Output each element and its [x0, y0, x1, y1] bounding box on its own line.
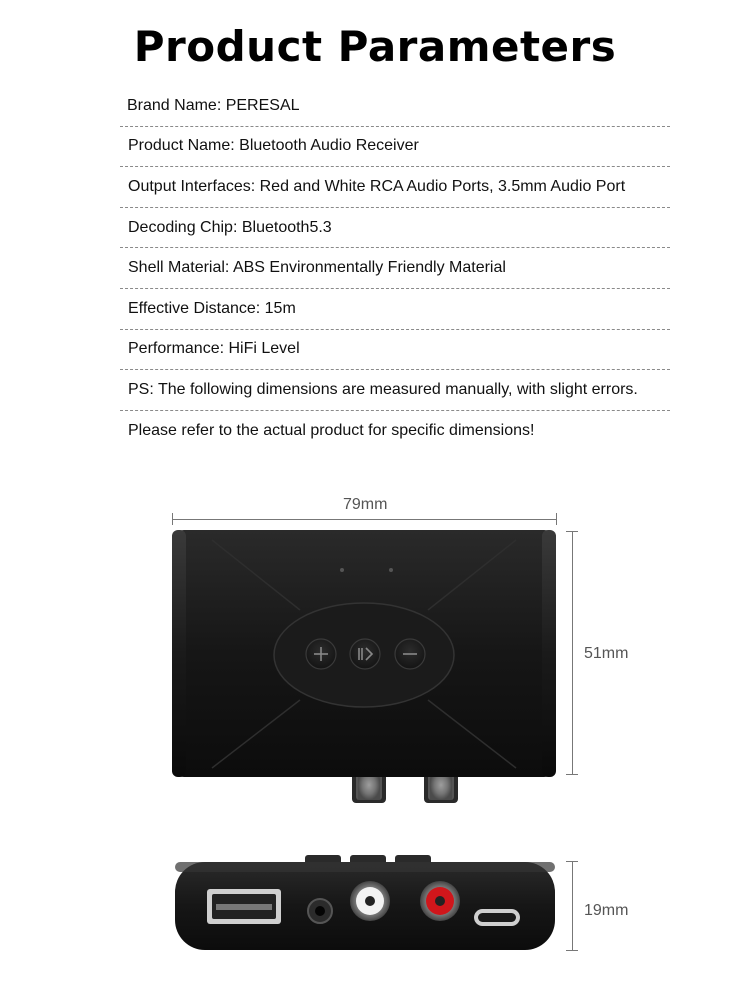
play-pause-button[interactable] [350, 639, 380, 669]
param-shell-material: Shell Material: ABS Environmentally Friendly Material [120, 248, 670, 289]
page-title: Product Parameters [133, 22, 617, 71]
rca-red-port [420, 881, 460, 921]
param-dimension-note: Please refer to the actual product for specific dimensions! [128, 422, 535, 440]
param-output-interfaces: Output Interfaces: Red and White RCA Audio Ports, 3.5mm Audio Port [120, 167, 670, 208]
height-dimension-label: 51mm [584, 645, 629, 662]
width-dimension-label: 79mm [343, 496, 388, 513]
param-ps-note: PS: The following dimensions are measured manually, with slight errors. [120, 370, 670, 411]
param-product-name: Product Name: Bluetooth Audio Receiver [120, 127, 670, 168]
param-decoding-chip: Decoding Chip: Bluetooth5.3 [120, 208, 670, 249]
usb-c-port [474, 909, 520, 926]
param-brand-name: Brand Name: PERESAL [120, 86, 670, 127]
usb-a-port [207, 889, 281, 924]
volume-down-button[interactable] [395, 639, 425, 669]
aux-3-5mm-port [308, 899, 332, 923]
depth-dimension-label: 19mm [584, 902, 629, 919]
param-performance: Performance: HiFi Level [120, 330, 670, 371]
param-effective-distance: Effective Distance: 15m [120, 289, 670, 330]
volume-up-button[interactable] [306, 639, 336, 669]
rca-white-port [350, 881, 390, 921]
